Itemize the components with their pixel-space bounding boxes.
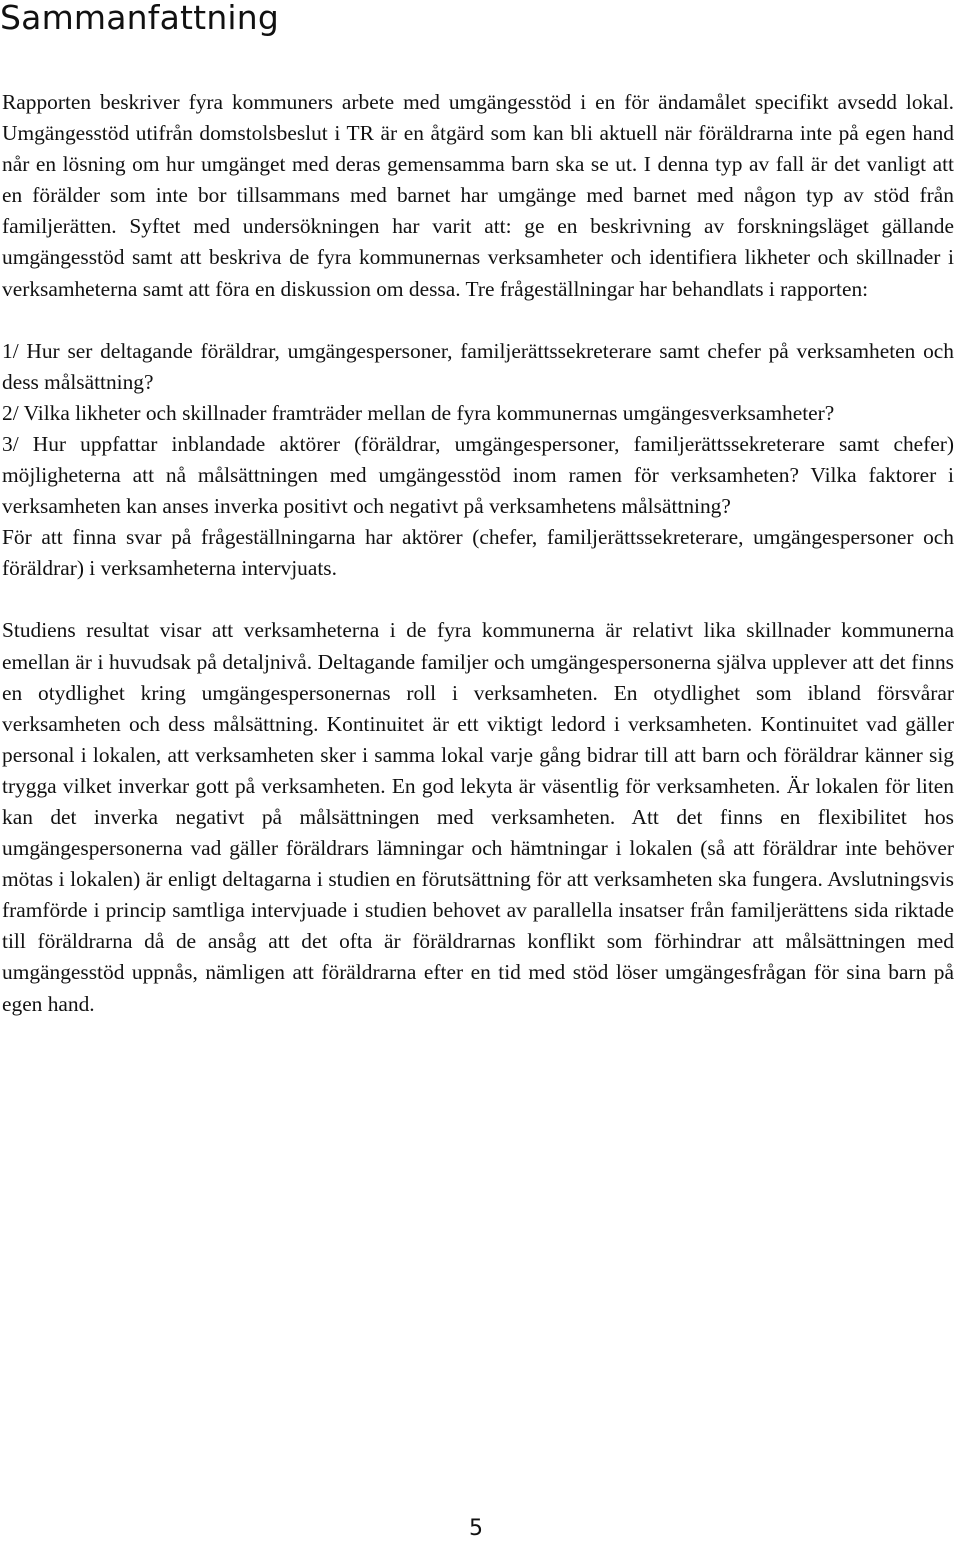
page-number: 5 <box>469 1516 483 1541</box>
document-body <box>2 87 954 1020</box>
question-2: 2/ Vilka likheter och skillnader framträder mellan de fyra kommunernas umgängesverksamheter? <box>2 400 835 425</box>
intro-paragraph: Rapporten beskriver fyra kommuners arbete med umgängesstöd i en för ändamålet specifikt avsedd lokal. Umgängesstöd utifrån domstolsbeslut i TR är en åtgärd som kan bli aktuell när föräldrarna inte på egen hand når en lösning om hur umgänget med deras gemensamma barn ska se ut. I denna typ av fall är det vanligt att en förälder som inte bor tillsammans med barnet har umgänge med barnet med någon typ av stöd från familjerätten. Syftet med undersökningen har varit att: ge en beskrivning av forskningsläget gällande umgängesstöd samt att beskriva de fyra kommunernas verksamheter och identifiera likheter och skillnader i verksamheterna samt att föra en diskussion om dessa. Tre frågeställningar har behandlats i rapporten: <box>2 90 954 301</box>
page-title: Sammanfattning <box>0 0 280 37</box>
question-3: 3/ Hur uppfattar inblandade aktörer (föräldrar, umgängespersoner, familjerättssekreterare samt chefer) möjligheterna att nå målsättningen med umgängesstöd inom ramen för verksamheten? Vilka faktorer i verksamheten kan anses inverka positivt och negativt på verksamhetens målsättning? <box>2 431 954 519</box>
method-paragraph: För att finna svar på frågeställningarna har aktörer (chefer, familjerättssekreterare, umgängespersoner och föräldrar) i verksamheterna intervjuats. <box>2 525 954 581</box>
question-1: 1/ Hur ser deltagande föräldrar, umgängespersoner, familjerättssekreterare samt chefer på verksamheten och dess målsättning? <box>2 338 954 394</box>
results-paragraph: Studiens resultat visar att verksamheterna i de fyra kommunerna är relativt lika skillnader kommunerna emellan är i huvudsak på detaljnivå. Deltagande familjer och umgängespersonerna själva upplever att det finns en otydlighet kring umgängespersonernas roll i verksamheten. En otydlighet som ibland försvårar verksamheten och dess målsättning. Kontinuitet är ett viktigt ledord i verksamheten. Kontinuitet vad gäller personal i lokalen, att verksamheten sker i samma lokal varje gång bidrar till att barn och föräldrar känner sig trygga vilket inverkar gott på verksamheten. En god lekyta är väsentlig för verksamheten. Är lokalen för liten kan det inverka negativt på målsättningen med verksamheten. Att det finns en flexibilitet hos umgängespersonerna vad gäller föräldrars lämningar och hämtningar i lokalen (så att föräldrar inte behöver mötas i lokalen) är enligt deltagarna i studien en förutsättning för att verksamheten ska fungera. Avslutningsvis framförde i princip samtliga intervjuade i studien behovet av parallella insatser från familjerättens sida riktade till föräldrarna då de ansåg att det ofta är föräldrarnas konflikt som förhindrar att målsättningen med umgängesstöd uppnås, nämligen att föräldrarna efter en tid med stöd löser umgängesfrågan för sina barn på egen hand. <box>2 618 954 1016</box>
